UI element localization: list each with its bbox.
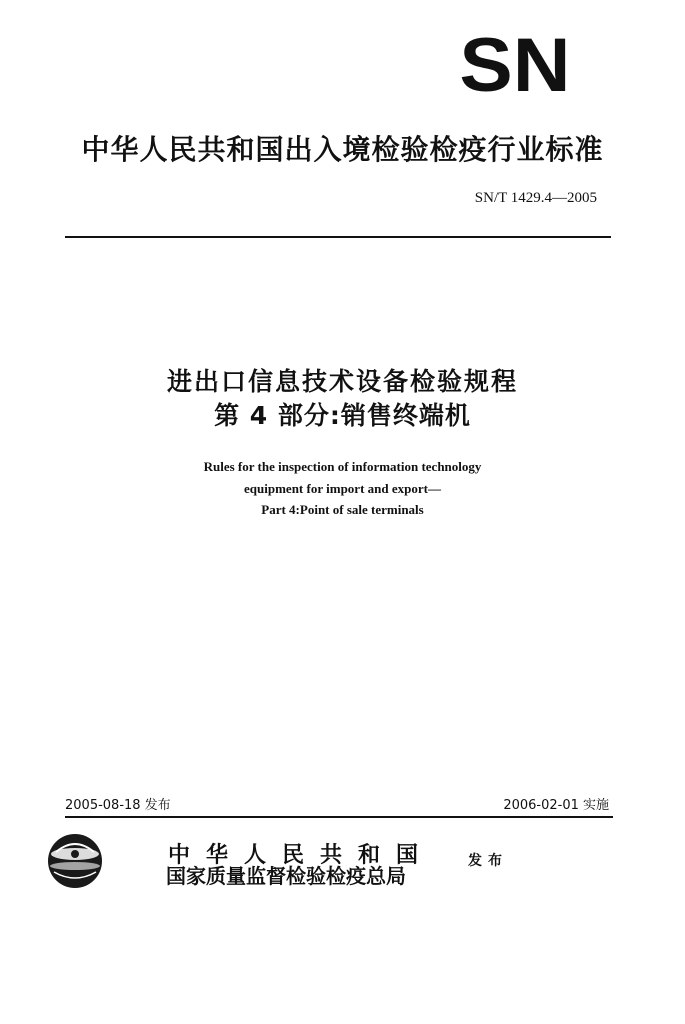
title-cn-line2: 第 4 部分:销售终端机 [214,401,471,430]
agency-emblem-icon [46,832,104,890]
publisher-country: 中华人民共和国 [168,842,435,868]
standard-number: SN/T 1429.4—2005 [474,190,597,206]
issue-date: 2005-08-18 发布 [65,798,171,813]
title-en-line1: Rules for the inspection of information technology [203,459,482,474]
implement-date: 2006-02-01 实施 [503,798,609,813]
publisher-agency: 国家质量监督检验检疫总局 [166,864,406,888]
publish-label: 发布 [468,853,508,869]
sn-logo-text: SN [459,30,571,100]
title-en-line3: Part 4:Point of sale terminals [261,502,424,517]
sn-logo [448,30,582,100]
title-en-line2: equipment for import and export— [244,481,441,496]
top-divider [65,236,611,238]
bottom-divider [65,816,613,818]
title-cn-line1: 进出口信息技术设备检验规程 [166,367,518,396]
standard-category: 中华人民共和国出入境检验检疫行业标准 [81,133,604,166]
